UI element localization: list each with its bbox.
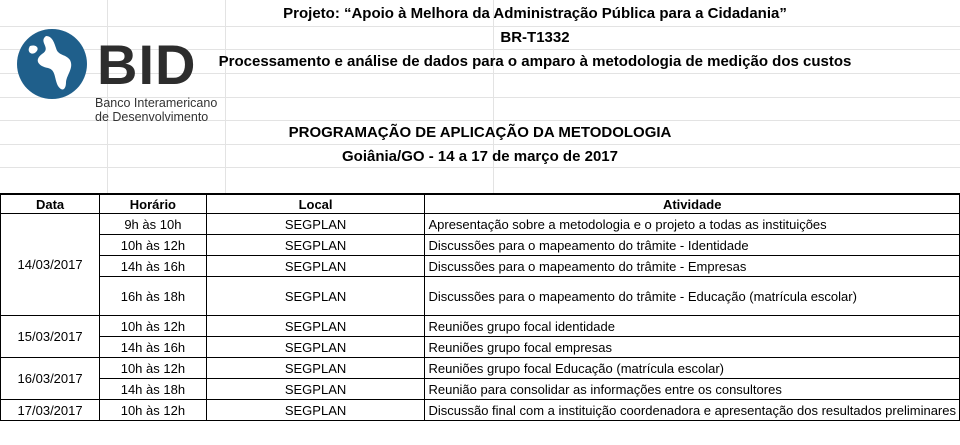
place-cell: SEGPLAN [206, 316, 425, 337]
date-cell: 16/03/2017 [1, 358, 100, 400]
header-date: Data [1, 194, 100, 214]
logo-subtitle-line2: de Desenvolvimento [95, 110, 209, 124]
place-cell: SEGPLAN [206, 358, 425, 379]
logo-subtitle-line1: Banco Interamericano [95, 96, 218, 110]
activity-cell: Discussões para o mapeamento do trâmite - Identidade [425, 235, 960, 256]
time-cell: 10h às 12h [100, 358, 207, 379]
activity-cell: Apresentação sobre a metodologia e o projeto a todas as instituições [425, 214, 960, 235]
activity-cell: Reuniões grupo focal Educação (matrícula escolar) [425, 358, 960, 379]
logo-subtitle [95, 96, 217, 124]
activity-cell: Reuniões grupo focal empresas [425, 337, 960, 358]
table-row [1, 316, 960, 337]
time-cell: 10h às 12h [100, 400, 207, 421]
place-cell: SEGPLAN [206, 256, 425, 277]
table-header-row [1, 194, 960, 214]
activity-cell: Reunião para consolidar as informações entre os consultores [425, 379, 960, 400]
table-row [1, 214, 960, 235]
logo-wordmark: BID [97, 33, 197, 96]
time-cell: 16h às 18h [100, 277, 207, 316]
header-place: Local [206, 194, 425, 214]
americas-map-icon [12, 24, 92, 104]
project-title: Projeto: “Apoio à Melhora da Administração Pública para a Cidadania” [283, 5, 787, 22]
table-row [1, 337, 960, 358]
date-cell: 14/03/2017 [1, 214, 100, 316]
time-cell: 14h às 16h [100, 337, 207, 358]
time-cell: 10h às 12h [100, 235, 207, 256]
place-cell: SEGPLAN [206, 214, 425, 235]
project-code: BR-T1332 [500, 29, 570, 46]
table-row [1, 235, 960, 256]
place-cell: SEGPLAN [206, 400, 425, 421]
table-row [1, 379, 960, 400]
activity-cell: Discussões para o mapeamento do trâmite - Educação (matrícula escolar) [425, 277, 960, 316]
program-place-date: Goiânia/GO - 14 a 17 de março de 2017 [342, 148, 618, 165]
schedule-table [0, 193, 960, 421]
table-row [1, 277, 960, 316]
date-cell: 17/03/2017 [1, 400, 100, 421]
time-cell: 14h às 18h [100, 379, 207, 400]
project-subtitle: Processamento e análise de dados para o amparo à metodologia de medição dos custos [218, 53, 852, 70]
table-row [1, 256, 960, 277]
time-cell: 9h às 10h [100, 214, 207, 235]
date-cell: 15/03/2017 [1, 316, 100, 358]
time-cell: 10h às 12h [100, 316, 207, 337]
place-cell: SEGPLAN [206, 235, 425, 256]
place-cell: SEGPLAN [206, 337, 425, 358]
activity-cell: Discussão final com a instituição coordenadora e apresentação dos resultados preliminares [425, 400, 960, 421]
table-row [1, 400, 960, 421]
header-activity: Atividade [425, 194, 960, 214]
table-row [1, 358, 960, 379]
program-title: PROGRAMAÇÃO DE APLICAÇÃO DA METODOLOGIA [288, 124, 672, 141]
activity-cell: Discussões para o mapeamento do trâmite - Empresas [425, 256, 960, 277]
place-cell: SEGPLAN [206, 379, 425, 400]
activity-cell: Reuniões grupo focal identidade [425, 316, 960, 337]
header-time: Horário [100, 194, 207, 214]
time-cell: 14h às 16h [100, 256, 207, 277]
place-cell: SEGPLAN [206, 277, 425, 316]
